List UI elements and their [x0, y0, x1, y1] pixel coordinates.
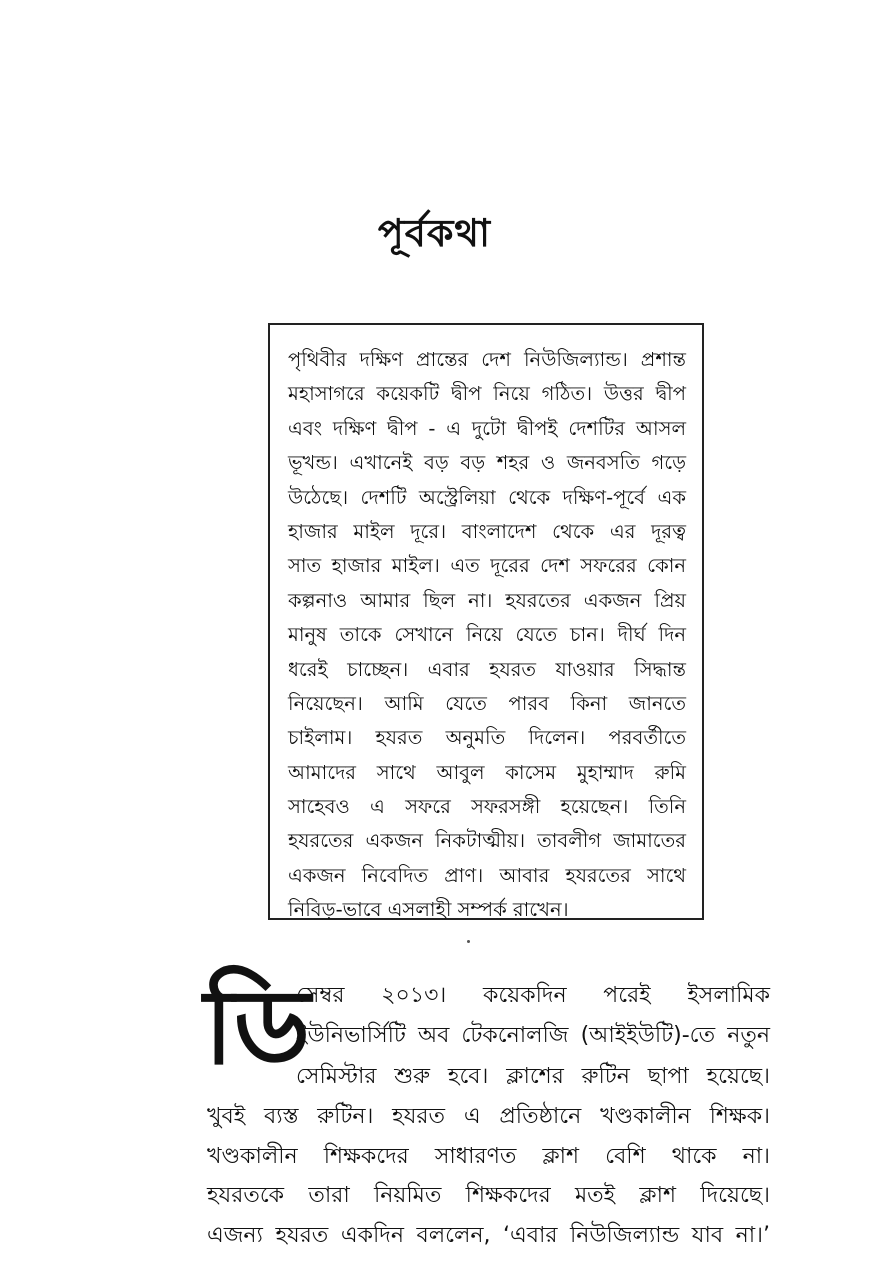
intro-line: চাইলাম। হযরত অনুমতি দিলেন। পরবর্তীতে: [288, 726, 686, 750]
page-title: পূর্বকথা: [377, 211, 492, 255]
intro-line: মানুষ তাকে সেখানে নিয়ে যেতে চান। দীর্ঘ দিন: [288, 623, 686, 647]
dropcap-letter: ডি: [204, 966, 311, 1088]
body-line: খণ্ডকালীন শিক্ষকদের সাধারণত ক্লাশ বেশি থাকে না।: [207, 1144, 770, 1169]
body-line: খুবই ব্যস্ত রুটিন। হযরত এ প্রতিষ্ঠানে খণ্ডকালীন শিক্ষক।: [207, 1104, 770, 1129]
dot-mark: [467, 940, 470, 943]
intro-line: নিবিড়-ভাবে এসলাহী সম্পর্ক রাখেন।: [288, 898, 569, 922]
intro-line: এবং দক্ষিণ দ্বীপ - এ দুটো দ্বীপই দেশটির আসল: [288, 416, 686, 440]
intro-line: হযরতের একজন নিকটাত্মীয়। তাবলীগ জামাতের: [288, 829, 686, 853]
intro-line: কল্পনাও আমার ছিল না। হযরতের একজন প্রিয়: [288, 588, 686, 612]
body-line: সেম্বর ২০১৩। কয়েকদিন পরেই ইসলামিক: [296, 983, 770, 1008]
intro-box: [268, 323, 704, 920]
intro-line: ধরেই চাচ্ছেন। এবার হযরত যাওয়ার সিদ্ধান্ত: [288, 657, 686, 681]
body-line: এজন্য হযরত একদিন বললেন, ‘এবার নিউজিল্যান্ড যাব না।’: [207, 1223, 770, 1248]
intro-line: উঠেছে। দেশটি অস্ট্রেলিয়া থেকে দক্ষিণ-পূর্বে এক: [288, 485, 686, 509]
body-line: ইউনিভার্সিটি অব টেকনোলজি (আইইউটি)-তে নতুন: [296, 1023, 770, 1048]
intro-line: নিয়েছেন। আমি যেতে পারব কিনা জানতে: [288, 691, 686, 715]
body-line: সেমিস্টার শুরু হবে। ক্লাশের রুটিন ছাপা হয়েছে।: [296, 1064, 770, 1089]
intro-line: ভূখন্ড। এখানেই বড় বড় শহর ও জনবসতি গড়ে: [288, 451, 686, 475]
body-line: হযরতকে তারা নিয়মিত শিক্ষকদের মতই ক্লাশ দিয়েছে।: [207, 1183, 770, 1208]
intro-line: হাজার মাইল দূরে। বাংলাদেশ থেকে এর দূরত্ব: [288, 519, 686, 543]
intro-line: সাত হাজার মাইল। এত দূরের দেশ সফরের কোন: [288, 554, 686, 578]
intro-line: আমাদের সাথে আবুল কাসেম মুহাম্মাদ রুমি: [288, 760, 686, 784]
intro-line: পৃথিবীর দক্ষিণ প্রান্তের দেশ নিউজিল্যান্ড। প্রশান্ত: [288, 348, 686, 371]
intro-line: একজন নিবেদিত প্রাণ। আবার হযরতের সাথে: [288, 863, 686, 887]
intro-line: সাহেবও এ সফরে সফরসঙ্গী হয়েছেন। তিনি: [288, 795, 686, 819]
intro-line: মহাসাগরে কয়েকটি দ্বীপ নিয়ে গঠিত। উত্তর দ্বীপ: [288, 382, 686, 406]
